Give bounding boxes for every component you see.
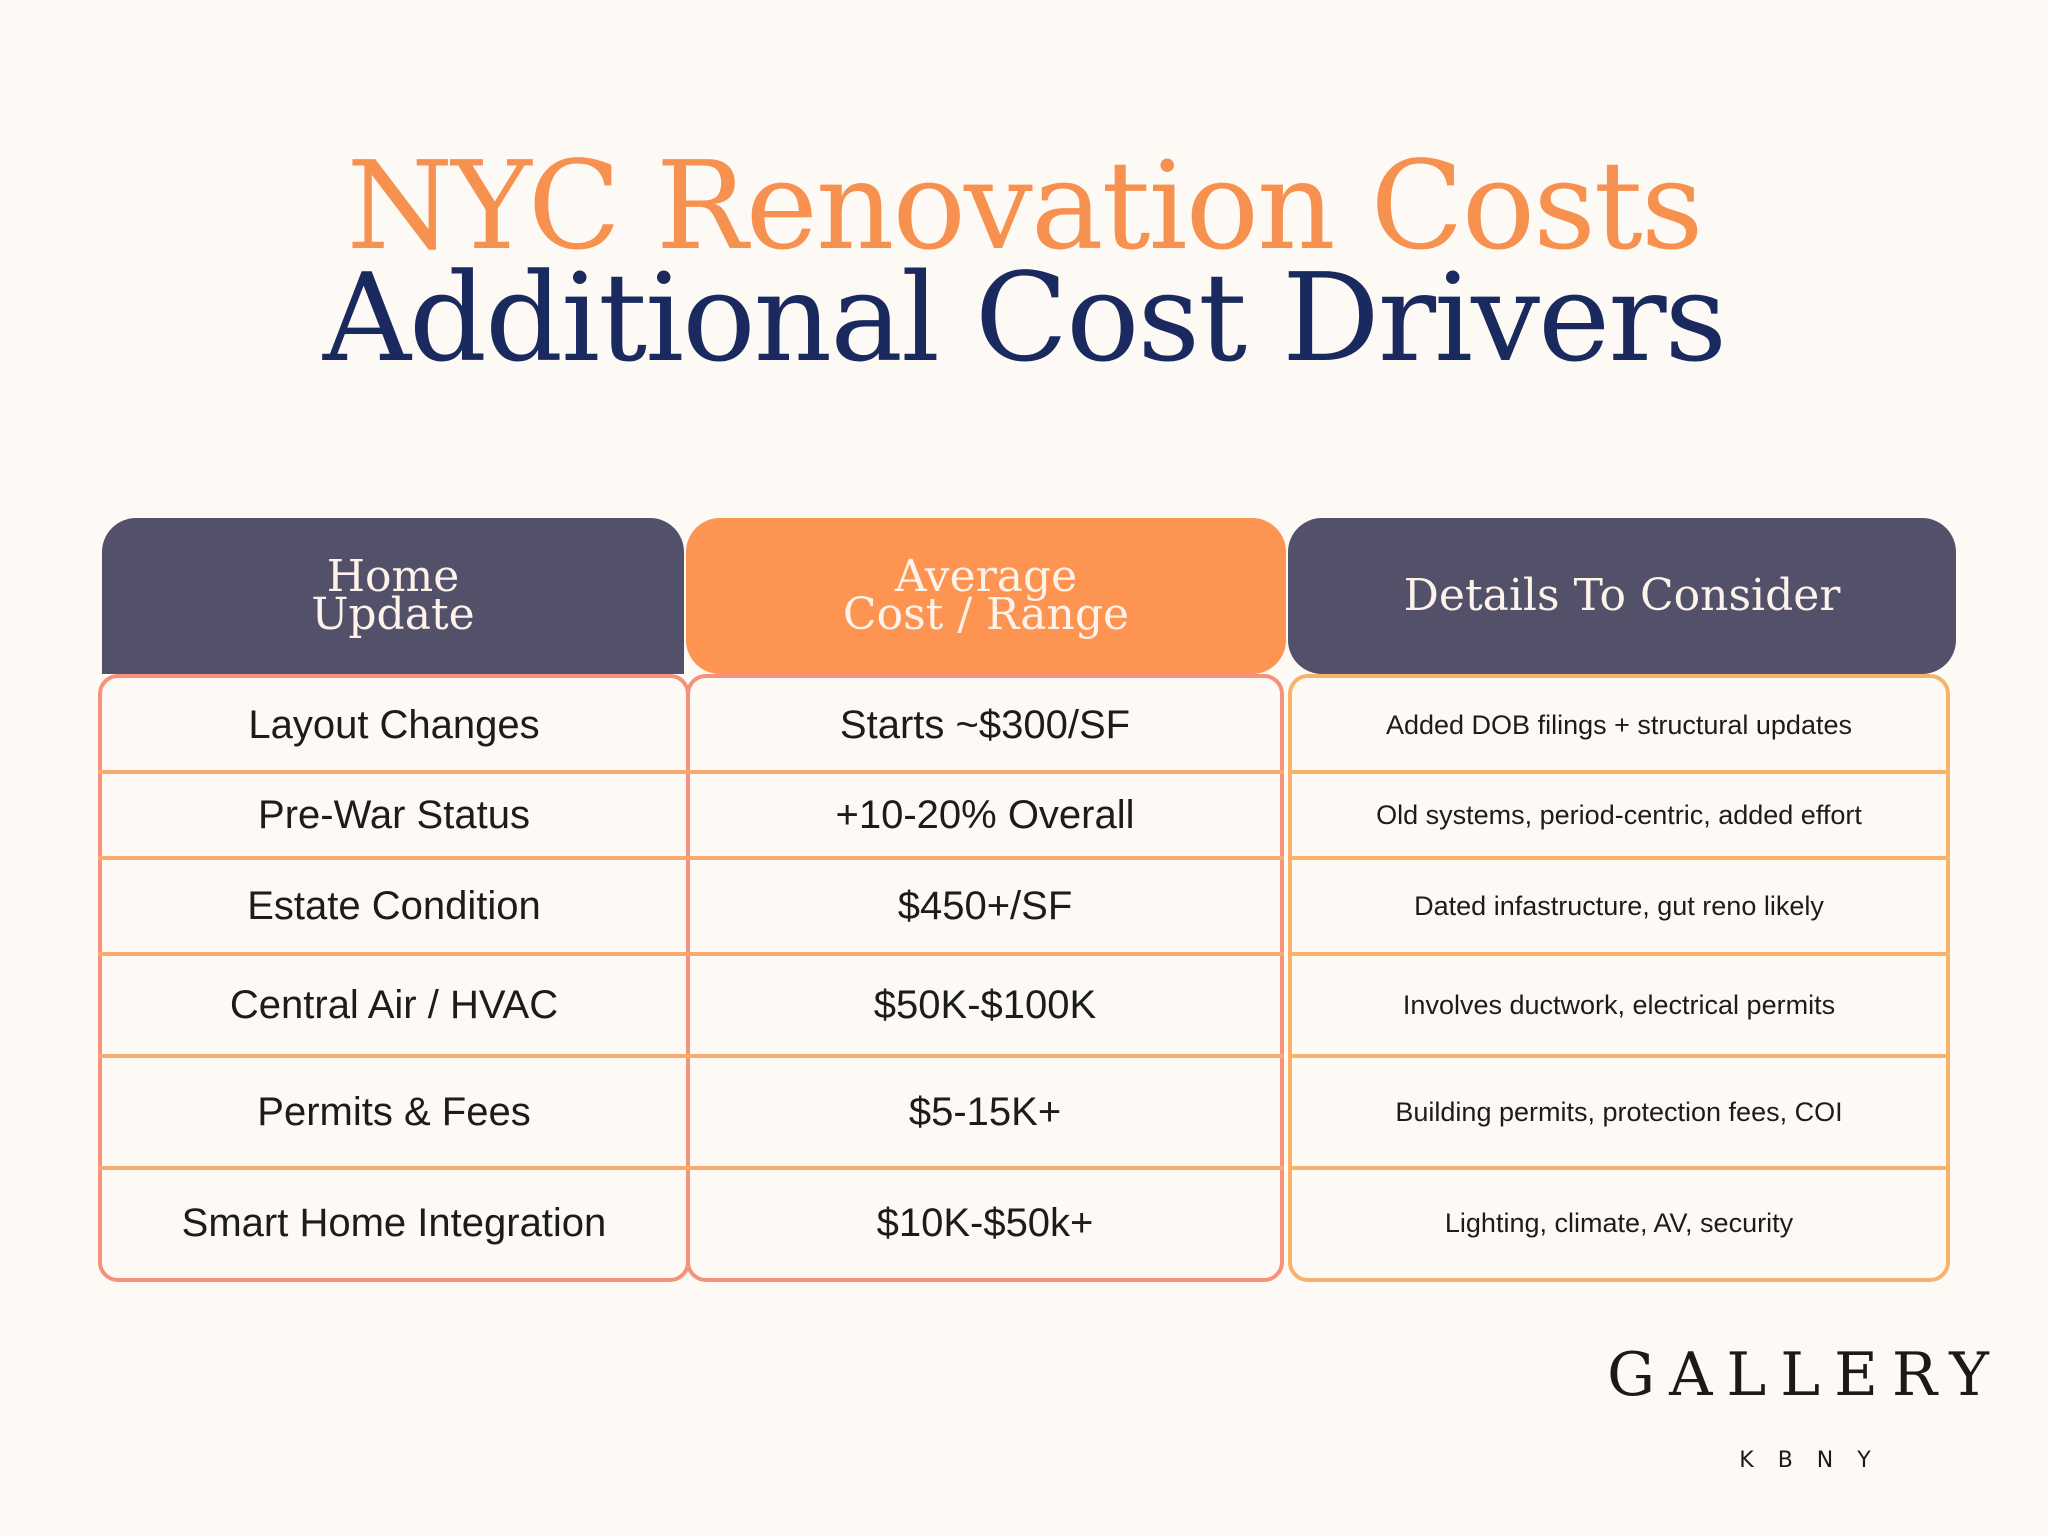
row-cost-cell: Starts ~$300/SF — [839, 702, 1131, 747]
row-details-cell: Involves ductwork, electrical permits — [1402, 989, 1836, 1020]
title-block — [0, 135, 2048, 389]
row-details-cell: Added DOB filings + structural updates — [1385, 709, 1852, 740]
row-details-cell: Dated infastructure, gut reno likely — [1414, 890, 1824, 921]
row-details-cell: Lighting, climate, AV, security — [1444, 1207, 1794, 1238]
row-cost-cell: +10-20% Overall — [835, 792, 1135, 837]
header-home-update-line2: Update — [311, 589, 475, 640]
row-cost-cell: $10K-$50k+ — [876, 1200, 1094, 1245]
header-home-update — [102, 518, 684, 674]
row-cost-cell: $50K-$100K — [873, 982, 1097, 1027]
gallery-kbny-logo — [1600, 1340, 2010, 1473]
logo-sub: KBNY — [1739, 1448, 1895, 1473]
row-update-cell: Layout Changes — [248, 702, 540, 747]
header-average-cost-line2: Cost / Range — [842, 589, 1130, 640]
logo-name: GALLERY — [1607, 1340, 2003, 1410]
row-details-cell: Building permits, protection fees, COI — [1395, 1096, 1843, 1127]
row-update-cell: Smart Home Integration — [181, 1200, 607, 1245]
row-update-cell: Central Air / HVAC — [229, 982, 559, 1027]
row-details-cell: Old systems, period-centric, added effort — [1376, 799, 1862, 830]
header-average-cost-line1: Average — [894, 551, 1078, 602]
header-details-label: Details To Consider — [1403, 570, 1841, 621]
page-title: NYC Renovation Costs — [346, 135, 1702, 277]
row-update-cell: Pre-War Status — [258, 792, 530, 837]
row-update-cell: Estate Condition — [247, 883, 541, 928]
row-cost-cell: $450+/SF — [897, 883, 1073, 928]
header-average-cost — [686, 518, 1286, 674]
row-update-cell: Permits & Fees — [257, 1089, 531, 1134]
header-details — [1288, 518, 1956, 674]
row-cost-cell: $5-15K+ — [908, 1089, 1062, 1134]
header-home-update-line1: Home — [326, 551, 460, 602]
page-subtitle: Additional Cost Drivers — [322, 247, 1726, 389]
